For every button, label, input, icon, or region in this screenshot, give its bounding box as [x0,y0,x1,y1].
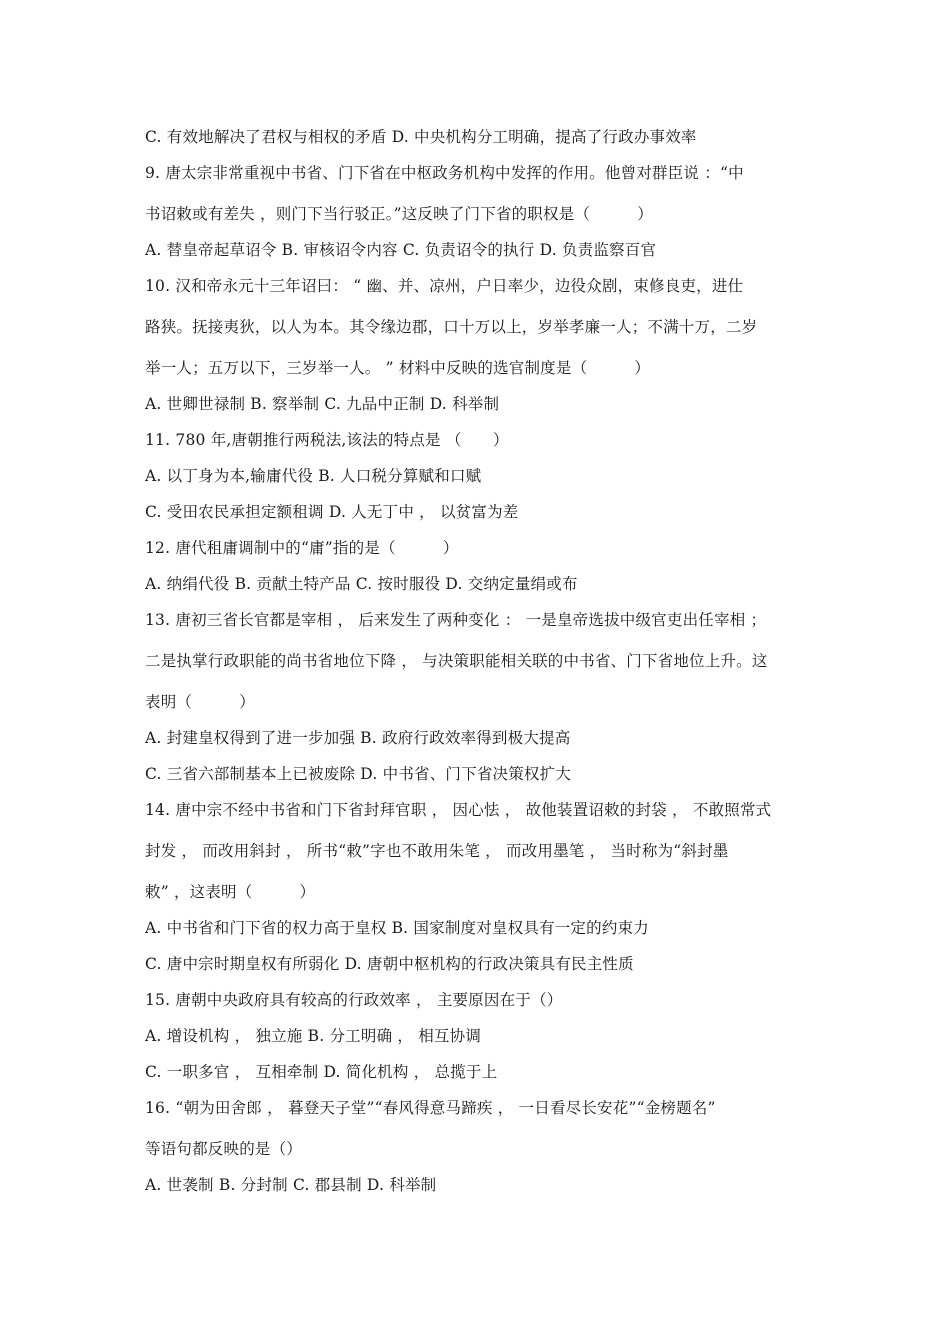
question-12: 12. 唐代租庸调制中的“庸”指的是（ ） [145,539,459,557]
question-10-line-1: 10. 汉和帝永元十三年诏曰： “ 幽、并、凉州，户日率少，边役众剧，束修良吏，进仕 [145,277,744,295]
question-15: 15. 唐朝中央政府具有较高的行政效率 ， 主要原因在于（） [145,991,563,1009]
options-q14-ab: A. 中书省和门下省的权力高于皇权 B. 国家制度对皇权具有一定的约束力 [145,919,649,937]
question-13-line-2: 二是执掌行政职能的尚书省地位下降 ， 与决策职能相关联的中书省、门下省地位上升。这 [145,652,768,670]
question-16-line-1: 16. “朝为田舍郎 ， 暮登天子堂”“春风得意马蹄疾 ， 一日看尽长安花”“金榜题名” [145,1099,716,1117]
options-q11-ab: A. 以丁身为本,输庸代役 B. 人口税分算赋和口赋 [145,467,482,485]
options-q13-ab: A. 封建皇权得到了进一步加强 B. 政府行政效率得到极大提高 [145,729,571,747]
question-10-line-2: 路狭。抚接夷狄，以人为本。其令缘边郡，口十万以上，岁举孝廉一人；不满十万，二岁 [145,318,758,336]
question-16-line-2: 等语句都反映的是（） [145,1140,303,1158]
question-13-line-3: 表明（ ） [145,693,255,711]
options-q11-cd: C. 受田农民承担定额租调 D. 人无丁中 ， 以贫富为差 [145,503,519,521]
option-line-q8-cd: C. 有效地解决了君权与相权的矛盾 D. 中央机构分工明确，提高了行政办事效率 [145,128,697,146]
options-q14-cd: C. 唐中宗时期皇权有所弱化 D. 唐朝中枢机构的行政决策具有民主性质 [145,955,634,973]
question-14-line-1: 14. 唐中宗不经中书省和门下省封拜官职 ， 因心怯 ， 故他装置诏敕的封袋 ， 不敢照常式 [145,801,772,819]
options-q12: A. 纳绢代役 B. 贡献土特产品 C. 按时服役 D. 交纳定量绢或布 [145,575,578,593]
question-9-line-1: 9. 唐太宗非常重视中书省、门下省在中枢政务机构中发挥的作用。他曾对群臣说 ：“中 [145,164,744,182]
options-q13-cd: C. 三省六部制基本上已被废除 D. 中书省、门下省决策权扩大 [145,765,572,783]
options-q16: A. 世袭制 B. 分封制 C. 郡县制 D. 科举制 [145,1176,437,1194]
question-14-line-2: 封发 ， 而改用斜封 ， 所书“敕”字也不敢用朱笔 ， 而改用墨笔 ， 当时称为“斜封墨 [145,842,729,860]
question-13-line-1: 13. 唐初三省长官都是宰相 ， 后来发生了两种变化 ： 一是皇帝选拔中级官吏出任宰相 ； [145,611,767,629]
options-q10: A. 世卿世禄制 B. 察举制 C. 九品中正制 D. 科举制 [145,395,500,413]
question-11: 11. 780 年,唐朝推行两税法,该法的特点是 （ ） [145,431,509,449]
options-q15-cd: C. 一职多官 ， 互相牵制 D. 简化机构 ， 总揽于上 [145,1063,498,1081]
options-q9: A. 替皇帝起草诏令 B. 审核诏令内容 C. 负责诏令的执行 D. 负责监察百官 [145,241,657,259]
options-q15-ab: A. 增设机构 ， 独立施 B. 分工明确 ， 相互协调 [145,1027,482,1045]
question-14-line-3: 敕” ，这表明（ ） [145,883,316,901]
question-9-line-2: 书诏敕或有差失 ，则门下当行驳正。”这反映了门下省的职权是（ ） [145,205,653,223]
question-10-line-3: 举一人；五万以下，三岁举一人。 ” 材料中反映的选官制度是（ ） [145,359,651,377]
